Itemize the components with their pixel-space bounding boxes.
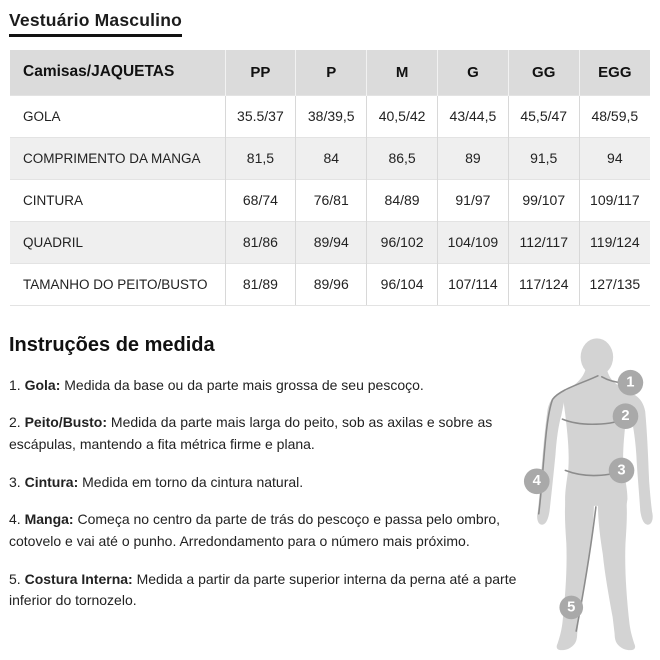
cell-value: 81/89 [225,263,296,305]
cell-value: 91,5 [508,137,579,179]
cell-value: 117/124 [508,263,579,305]
cell-value: 89/94 [296,221,367,263]
cell-value: 107/114 [437,263,508,305]
cell-value: 89/96 [296,263,367,305]
table-row-comprimento-da-manga [10,137,650,179]
instruction-item-manga [9,509,519,552]
column-header-egg: EGG [579,50,650,95]
cell-value: 96/104 [367,263,438,305]
row-label: CINTURA [10,179,225,221]
table-row-gola [10,95,650,137]
size-table-header-row [10,50,650,95]
measurement-section [0,334,660,613]
item-number: 5. [9,570,21,587]
instructions-heading: Instruções de medida [9,333,215,356]
cell-value: 119/124 [579,221,650,263]
page-title-text: Vestuário Masculino [9,10,182,37]
row-label: QUADRIL [10,221,225,263]
silhouette-left-arm [537,390,565,524]
column-header-gg: GG [508,50,579,95]
item-text: Começa no centro da parte de trás do pescoço e passa pelo ombro, cotovelo e vai até o punho. Arredondamento para o número mais próximo. [9,511,501,549]
silhouette-right-leg [598,501,635,649]
cell-value: 112/117 [508,221,579,263]
body-measurement-figure [520,334,658,660]
marker-2-peito [613,403,639,429]
item-term: Peito/Busto: [24,414,108,431]
item-text: Medida da base ou da parte mais grossa de seu pescoço. [64,376,424,393]
cell-value: 43/44,5 [437,95,508,137]
item-term: Costura Interna: [24,570,133,587]
silhouette-left-leg [557,501,594,649]
instruction-item-costura-interna [9,569,519,612]
column-header-g: G [437,50,508,95]
item-number: 1. [9,376,21,393]
marker-1-label: 1 [626,374,635,391]
column-header-category: Camisas/JAQUETAS [10,50,225,95]
item-number: 4. [9,511,21,528]
cell-value: 35.5/37 [225,95,296,137]
row-label: GOLA [10,95,225,137]
cell-value: 48/59,5 [579,95,650,137]
column-header-pp: PP [225,50,296,95]
cell-value: 45,5/47 [508,95,579,137]
item-term: Manga: [24,511,74,528]
item-number: 3. [9,473,21,490]
cell-value: 89 [437,137,508,179]
cell-value: 109/117 [579,179,650,221]
item-number: 2. [9,414,21,431]
cell-value: 86,5 [367,137,438,179]
cell-value: 81/86 [225,221,296,263]
cell-value: 104/109 [437,221,508,263]
marker-4-label: 4 [532,472,541,489]
table-row-quadril [10,221,650,263]
page-title [9,10,660,37]
row-label: TAMANHO DO PEITO/BUSTO [10,263,225,305]
marker-4-manga [524,468,550,494]
item-text: Medida em torno da cintura natural. [82,473,304,490]
cell-value: 84/89 [367,179,438,221]
cell-value: 81,5 [225,137,296,179]
size-table [10,50,650,306]
cell-value: 99/107 [508,179,579,221]
cell-value: 96/102 [367,221,438,263]
cell-value: 38/39,5 [296,95,367,137]
marker-5-label: 5 [567,598,576,615]
cell-value: 94 [579,137,650,179]
item-text: Medida a partir da parte superior interna da perna até a parte inferior do tornozelo. [9,570,517,609]
instruction-item-gola [9,375,519,397]
item-term: Gola: [24,376,61,393]
cell-value: 127/135 [579,263,650,305]
table-row-cintura [10,179,650,221]
male-silhouette-diagram [520,334,658,660]
marker-2-label: 2 [621,407,630,424]
cell-value: 91/97 [437,179,508,221]
instruction-item-cintura [9,472,519,494]
marker-3-label: 3 [617,461,626,478]
cell-value: 76/81 [296,179,367,221]
marker-5-costura-interna [559,595,583,619]
cell-value: 68/74 [225,179,296,221]
column-header-p: P [296,50,367,95]
marker-1-gola [618,369,644,395]
item-term: Cintura: [24,473,79,490]
table-row-tamanho-do-peito-busto [10,263,650,305]
cell-value: 40,5/42 [367,95,438,137]
row-label: COMPRIMENTO DA MANGA [10,137,225,179]
instruction-item-peito-busto [9,412,519,455]
cell-value: 84 [296,137,367,179]
column-header-m: M [367,50,438,95]
marker-3-cintura [609,457,635,483]
item-text: Medida da parte mais larga do peito, sob as axilas e sobre as escápulas, mantendo a fita métrica firme e plana. [9,414,493,452]
